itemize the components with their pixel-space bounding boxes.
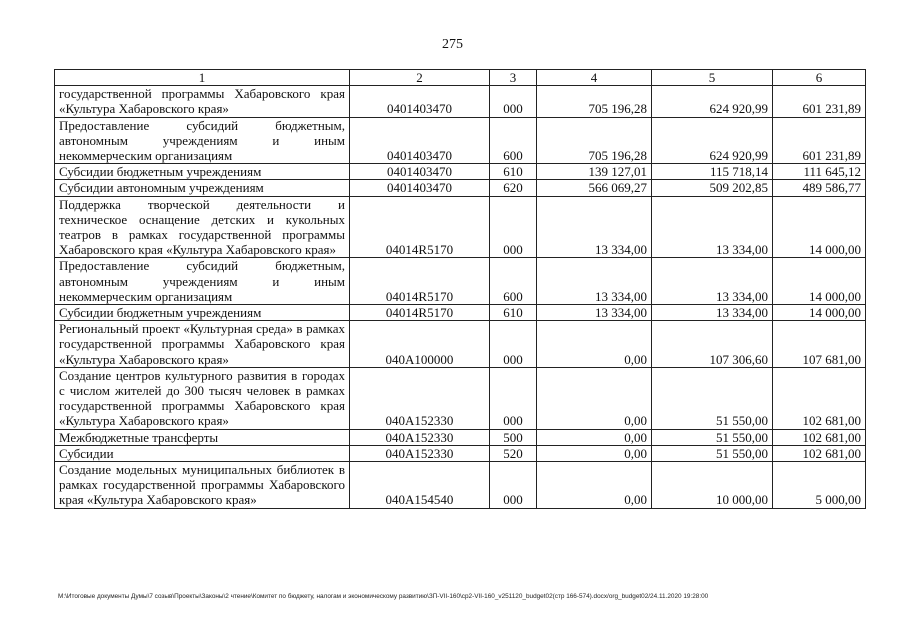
row-code-cell: 0401403470 xyxy=(350,117,490,164)
row-type-cell: 500 xyxy=(490,429,537,445)
row-value-2022-cell: 13 334,00 xyxy=(652,258,773,305)
table-row xyxy=(55,164,866,180)
row-type-cell: 000 xyxy=(490,321,537,368)
header-cell: 2 xyxy=(350,70,490,86)
row-type-cell: 610 xyxy=(490,305,537,321)
row-code-cell: 04014R5170 xyxy=(350,196,490,258)
row-value-2022-cell: 624 920,99 xyxy=(652,86,773,117)
table-row xyxy=(55,196,866,258)
row-type-cell: 620 xyxy=(490,180,537,196)
row-code-cell: 040A152330 xyxy=(350,429,490,445)
row-value-2022-cell: 509 202,85 xyxy=(652,180,773,196)
row-value-2022-cell: 51 550,00 xyxy=(652,367,773,429)
row-value-2021-cell: 0,00 xyxy=(537,462,652,509)
row-value-2022-cell: 13 334,00 xyxy=(652,305,773,321)
row-value-2023-cell: 14 000,00 xyxy=(773,258,866,305)
row-type-cell: 600 xyxy=(490,258,537,305)
header-cell: 6 xyxy=(773,70,866,86)
row-name-cell: Создание модельных муниципальных библиотек в рамках государственной программы Хабаровского края «Культура Хабаровского края» xyxy=(55,462,350,509)
row-name-cell: Субсидии автономным учреждениям xyxy=(55,180,350,196)
row-value-2023-cell: 5 000,00 xyxy=(773,462,866,509)
row-type-cell: 520 xyxy=(490,445,537,461)
row-code-cell: 040A152330 xyxy=(350,445,490,461)
row-value-2021-cell: 0,00 xyxy=(537,321,652,368)
row-value-2022-cell: 107 306,60 xyxy=(652,321,773,368)
table-row xyxy=(55,367,866,429)
table-row xyxy=(55,462,866,509)
row-value-2021-cell: 705 196,28 xyxy=(537,86,652,117)
row-value-2023-cell: 601 231,89 xyxy=(773,86,866,117)
row-code-cell: 040A154540 xyxy=(350,462,490,509)
row-value-2023-cell: 489 586,77 xyxy=(773,180,866,196)
row-type-cell: 000 xyxy=(490,196,537,258)
row-value-2022-cell: 51 550,00 xyxy=(652,429,773,445)
table-row xyxy=(55,321,866,368)
budget-table-body xyxy=(55,70,866,509)
page-number: 275 xyxy=(442,37,463,52)
row-name-cell: Создание центров культурного развития в городах с числом жителей до 300 тысяч человек в рамках государственной программы Хабаровского края «Культура Хабаровского края» xyxy=(55,367,350,429)
row-value-2023-cell: 14 000,00 xyxy=(773,305,866,321)
row-value-2022-cell: 115 718,14 xyxy=(652,164,773,180)
row-value-2023-cell: 107 681,00 xyxy=(773,321,866,368)
row-value-2022-cell: 624 920,99 xyxy=(652,117,773,164)
row-value-2023-cell: 14 000,00 xyxy=(773,196,866,258)
row-name-cell: Субсидии бюджетным учреждениям xyxy=(55,305,350,321)
row-name-cell: Межбюджетные трансферты xyxy=(55,429,350,445)
row-value-2021-cell: 0,00 xyxy=(537,367,652,429)
row-value-2021-cell: 566 069,27 xyxy=(537,180,652,196)
row-code-cell: 04014R5170 xyxy=(350,258,490,305)
row-code-cell: 0401403470 xyxy=(350,164,490,180)
row-value-2021-cell: 705 196,28 xyxy=(537,117,652,164)
row-value-2021-cell: 0,00 xyxy=(537,429,652,445)
row-type-cell: 000 xyxy=(490,86,537,117)
row-code-cell: 040A100000 xyxy=(350,321,490,368)
table-row xyxy=(55,258,866,305)
row-name-cell: Предоставление субсидий бюджетным, автономным учреждениям и иным некоммерческим организациям xyxy=(55,258,350,305)
row-name-cell: государственной программы Хабаровского края «Культура Хабаровского края» xyxy=(55,86,350,117)
row-value-2021-cell: 13 334,00 xyxy=(537,196,652,258)
row-name-cell: Поддержка творческой деятельности и техническое оснащение детских и кукольных театров в рамках государственной программы Хабаровского края «Культура Хабаровского края» xyxy=(55,196,350,258)
row-type-cell: 000 xyxy=(490,367,537,429)
table-row xyxy=(55,429,866,445)
row-value-2021-cell: 0,00 xyxy=(537,445,652,461)
row-code-cell: 0401403470 xyxy=(350,180,490,196)
header-cell: 3 xyxy=(490,70,537,86)
row-value-2021-cell: 139 127,01 xyxy=(537,164,652,180)
table-header-row xyxy=(55,70,866,86)
table-row xyxy=(55,305,866,321)
row-value-2021-cell: 13 334,00 xyxy=(537,258,652,305)
row-value-2022-cell: 51 550,00 xyxy=(652,445,773,461)
table-row xyxy=(55,180,866,196)
header-cell: 4 xyxy=(537,70,652,86)
row-code-cell: 0401403470 xyxy=(350,86,490,117)
row-value-2023-cell: 111 645,12 xyxy=(773,164,866,180)
table-row xyxy=(55,117,866,164)
row-value-2022-cell: 13 334,00 xyxy=(652,196,773,258)
table-row xyxy=(55,86,866,117)
header-cell: 5 xyxy=(652,70,773,86)
row-name-cell: Региональный проект «Культурная среда» в рамках государственной программы Хабаровского края «Культура Хабаровского края» xyxy=(55,321,350,368)
row-type-cell: 600 xyxy=(490,117,537,164)
table-row xyxy=(55,445,866,461)
row-value-2022-cell: 10 000,00 xyxy=(652,462,773,509)
row-value-2023-cell: 102 681,00 xyxy=(773,445,866,461)
row-name-cell: Предоставление субсидий бюджетным, автономным учреждениям и иным некоммерческим организациям xyxy=(55,117,350,164)
row-name-cell: Субсидии xyxy=(55,445,350,461)
row-type-cell: 000 xyxy=(490,462,537,509)
header-cell: 1 xyxy=(55,70,350,86)
row-name-cell: Субсидии бюджетным учреждениям xyxy=(55,164,350,180)
row-type-cell: 610 xyxy=(490,164,537,180)
row-value-2023-cell: 102 681,00 xyxy=(773,429,866,445)
row-code-cell: 04014R5170 xyxy=(350,305,490,321)
row-value-2023-cell: 601 231,89 xyxy=(773,117,866,164)
budget-table xyxy=(54,69,866,509)
row-code-cell: 040A152330 xyxy=(350,367,490,429)
row-value-2021-cell: 13 334,00 xyxy=(537,305,652,321)
row-value-2023-cell: 102 681,00 xyxy=(773,367,866,429)
file-path-footer: M:\Итоговые документы Думы\7 созыв\Проекты\Законы\2 чтение\Комитет по бюджету, налогам и экономическому развитию\ЗП-VII-160\ср2-VII-160_v251120_budget02(стр 166-574).docx/org_budget02/24.11.2020 19:28:00 xyxy=(58,593,709,600)
